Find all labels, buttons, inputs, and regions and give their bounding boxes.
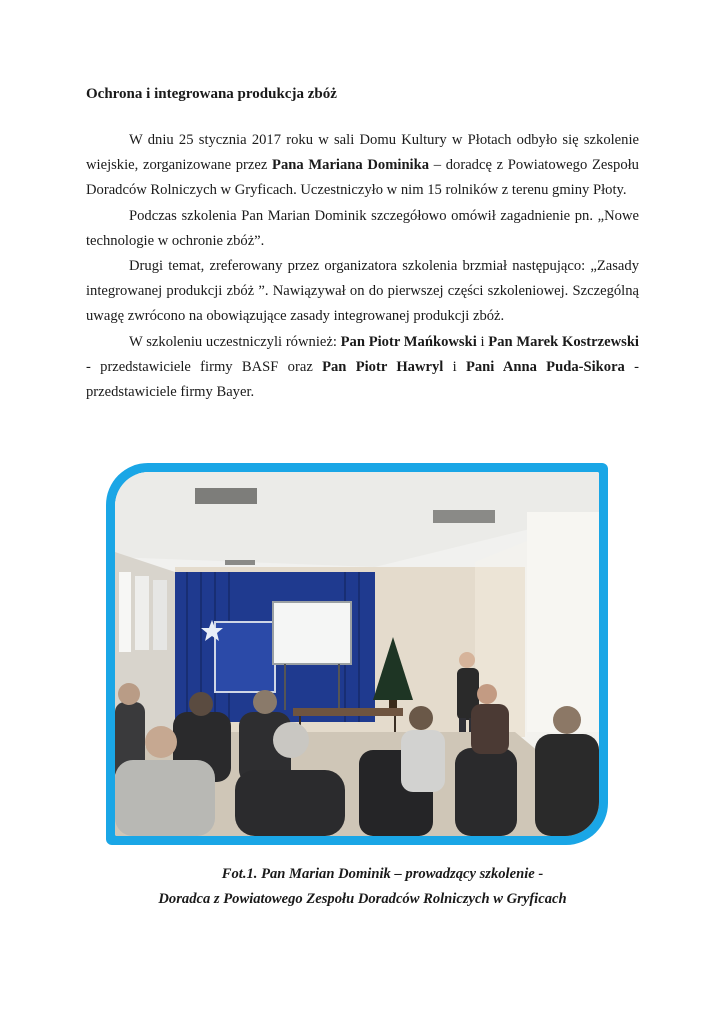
paragraph-1-name: Pana Mariana Dominika xyxy=(272,157,430,174)
paragraph-4-text-e: - przedstawiciele firmy BASF oraz xyxy=(86,358,323,375)
paragraph-2: Podczas szkolenia Pan Marian Dominik szczegółowo omówił zagadnienie pn. „Nowe technologie w ochronie zbóż”. xyxy=(86,207,639,249)
paragraph-1-text-a: W dniu 25 stycznia 2017 roku w sali Domu Kultury w Płotach odbyło się szkolenie wiejskie, zorganizowane przez xyxy=(86,132,639,174)
paragraph-3: Drugi temat, zreferowany przez organizatora szkolenia brzmiał następująco: „Zasady integrowanej produkcji zbóż ”. Nawiązywał on do pierwszej części szkoleniowej. Szczególną uwagę zwrócono na obowiązujące zasady integrowanej produkcji zbóż. xyxy=(86,258,639,325)
paragraph-4-name-2: Pan Marek Kostrzewski xyxy=(488,333,639,350)
paragraph-4-name-1: Pan Piotr Mańkowski xyxy=(340,333,477,350)
paragraph-4-text-a: W szkoleniu uczestniczyli również: xyxy=(129,333,341,350)
paragraph-4-text-g: i xyxy=(443,358,466,375)
paragraph-4-name-3: Pan Piotr Hawryl xyxy=(322,358,444,375)
training-room-illustration xyxy=(115,472,599,836)
paragraph-4-text-c: i xyxy=(476,333,489,350)
document-body xyxy=(86,128,639,405)
paragraph-1-text-c: – doradcę z Powiatowego Zespołu Doradców Rolniczych w Gryficach. Uczestniczyło w nim 15 rolników z terenu gminy Płoty. xyxy=(86,157,639,199)
training-photo xyxy=(115,472,599,836)
paragraph-1 xyxy=(86,128,639,204)
photo-caption-line-1: Fot.1. Pan Marian Dominik – prowadzący szkolenie - xyxy=(221,866,544,882)
photo-caption-line-2: Doradca z Powiatowego Zespołu Doradców Rolniczych w Gryficach xyxy=(158,891,567,907)
paragraph-4 xyxy=(86,330,639,406)
photo-frame xyxy=(106,463,608,845)
document-title: Ochrona i integrowana produkcja zbóż xyxy=(86,86,337,102)
paragraph-4-text-i: - przedstawiciele firmy Bayer. xyxy=(86,358,640,401)
paragraph-4-name-4: Pani Anna Puda-Sikora xyxy=(465,358,625,375)
